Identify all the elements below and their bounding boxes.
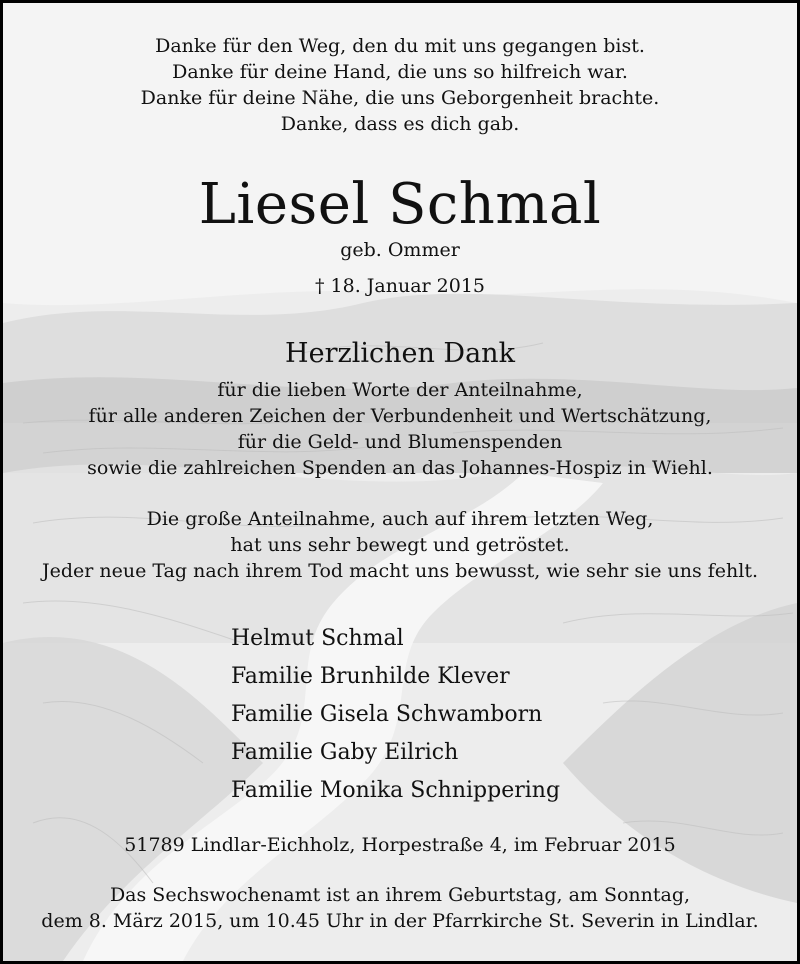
- background-landscape-sketch: [3, 3, 797, 961]
- deceased-name: Liesel Schmal: [198, 172, 602, 237]
- birth-name: geb. Ommer: [340, 239, 460, 261]
- thanks-line: für alle anderen Zeichen der Verbundenheit und Wertschätzung,: [88, 405, 712, 427]
- thanks-text: [3, 377, 797, 481]
- closing-line: Jeder neue Tag nach ihrem Tod macht uns bewusst, wie sehr sie uns fehlt.: [41, 560, 759, 582]
- closing-text: [3, 506, 797, 584]
- poem-line: Danke für deine Hand, die uns so hilfreich war.: [172, 61, 628, 83]
- poem-line: Danke für den Weg, den du mit uns gegangen bist.: [155, 35, 645, 57]
- thanks-heading: Herzlichen Dank: [285, 338, 515, 369]
- closing-line: hat uns sehr bewegt und getröstet.: [230, 534, 570, 556]
- family-member: Helmut Schmal: [231, 626, 404, 651]
- poem: [3, 33, 797, 137]
- poem-line: Danke, dass es dich gab.: [280, 113, 520, 135]
- poem-line: Danke für deine Nähe, die uns Geborgenheit brachte.: [140, 87, 660, 109]
- family-signatures: [231, 620, 560, 810]
- family-member: Familie Gaby Eilrich: [231, 740, 459, 765]
- thanks-line: für die Geld- und Blumenspenden: [237, 431, 563, 453]
- footer-line: dem 8. März 2015, um 10.45 Uhr in der Pfarrkirche St. Severin in Lindlar.: [41, 910, 759, 932]
- address-line: 51789 Lindlar-Eichholz, Horpestraße 4, im Februar 2015: [124, 834, 676, 856]
- family-member: Familie Brunhilde Klever: [231, 664, 510, 689]
- footer-line: Das Sechswochenamt ist an ihrem Geburtstag, am Sonntag,: [109, 884, 691, 906]
- closing-line: Die große Anteilnahme, auch auf ihrem letzten Weg,: [146, 508, 654, 530]
- thanks-line: sowie die zahlreichen Spenden an das Johannes-Hospiz in Wiehl.: [87, 457, 713, 479]
- service-announcement: [3, 882, 797, 934]
- family-member: Familie Gisela Schwamborn: [231, 702, 543, 727]
- family-member: Familie Monika Schnippering: [231, 778, 561, 803]
- thanks-line: für die lieben Worte der Anteilnahme,: [217, 379, 583, 401]
- death-date: † 18. Januar 2015: [314, 275, 486, 297]
